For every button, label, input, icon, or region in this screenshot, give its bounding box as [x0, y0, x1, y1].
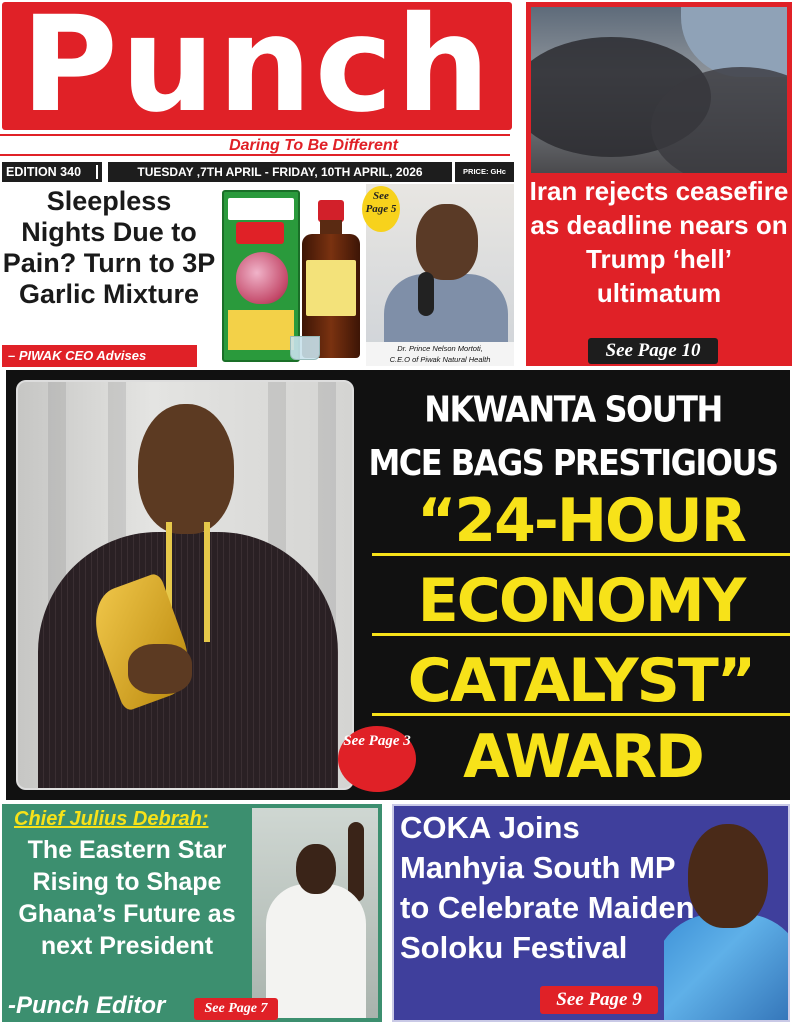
mce-head [138, 404, 234, 534]
iran-headline[interactable]: Iran rejects ceasefire as deadline nears on Trump ‘hell’ ultimatum [529, 176, 789, 308]
punch-logo[interactable]: Punch [21, 0, 493, 142]
bottle-label [306, 260, 356, 316]
caption-line-2: C.E.O of Piwak Natural Health [389, 355, 491, 364]
white-attire [266, 884, 366, 1018]
mce-photo [16, 380, 354, 790]
debrah-see-page[interactable]: See Page 7 [194, 998, 278, 1020]
garlic-headline[interactable]: Sleepless Nights Due to Pain? Turn to 3P Garlic Mixture [2, 186, 216, 309]
lead-story[interactable] [6, 370, 790, 800]
debrah-story[interactable] [2, 804, 382, 1022]
lead-kicker-line-1: NKWANTA SOUTH [424, 387, 722, 431]
measuring-cup-image [290, 336, 320, 360]
lead-kicker [356, 382, 790, 490]
mp-head [688, 824, 768, 928]
product-label [228, 198, 294, 220]
garlic-bulb-icon [236, 252, 288, 304]
product-stripe [228, 310, 294, 350]
debrah-photo [252, 808, 378, 1018]
issue-price: PRICE: GHc [455, 162, 514, 182]
iran-story[interactable] [526, 2, 792, 366]
smoke-sky-photo [531, 7, 787, 173]
debrah-kicker: Chief Julius Debrah: [14, 808, 209, 830]
award-line-4: AWARD [463, 722, 703, 792]
caption-line-1: Dr. Prince Nelson Mortoti, [397, 344, 483, 353]
issue-date: TUESDAY ,7TH APRIL - FRIDAY, 10TH APRIL, 2026 [108, 162, 452, 182]
edition-bar [2, 162, 514, 182]
iran-see-page[interactable]: See Page 10 [588, 338, 718, 364]
coka-story[interactable] [392, 804, 790, 1022]
microphone-icon [418, 272, 434, 316]
coka-see-page[interactable]: See Page 9 [540, 986, 658, 1014]
edition-number: EDITION 340 [2, 162, 102, 182]
award-line-2: ECONOMY [372, 566, 790, 636]
coka-headline[interactable]: COKA Joins Manhyia South MP to Celebrate Maiden Soloku Festival [400, 810, 695, 965]
garlic-see-page-badge[interactable]: See Page 5 [362, 186, 400, 232]
ceo-head [416, 204, 478, 280]
masthead [2, 0, 512, 142]
lead-kicker-line-2: MCE BAGS PRESTIGIOUS [368, 441, 778, 485]
debrah-head [296, 844, 336, 894]
tagline: Daring To Be Different [229, 137, 398, 154]
debrah-headline[interactable]: The Eastern Star Rising to Shape Ghana’s Future as next President [18, 836, 236, 960]
ceo-photo-caption [366, 342, 514, 366]
debrah-byline: -Punch Editor [8, 992, 166, 1019]
3p-logo [236, 222, 284, 244]
bottle-cap [318, 200, 344, 222]
hand [128, 644, 192, 694]
garlic-subline: – PIWAK CEO Advises [2, 345, 197, 367]
garlic-product-box-image [222, 190, 300, 362]
tagline-bar [0, 134, 510, 156]
raised-arm [348, 822, 364, 902]
lead-see-page-badge[interactable]: See Page 3 [338, 726, 416, 792]
award-line-1: “24-HOUR [372, 486, 790, 556]
award-line-3: CATALYST” [372, 646, 790, 716]
